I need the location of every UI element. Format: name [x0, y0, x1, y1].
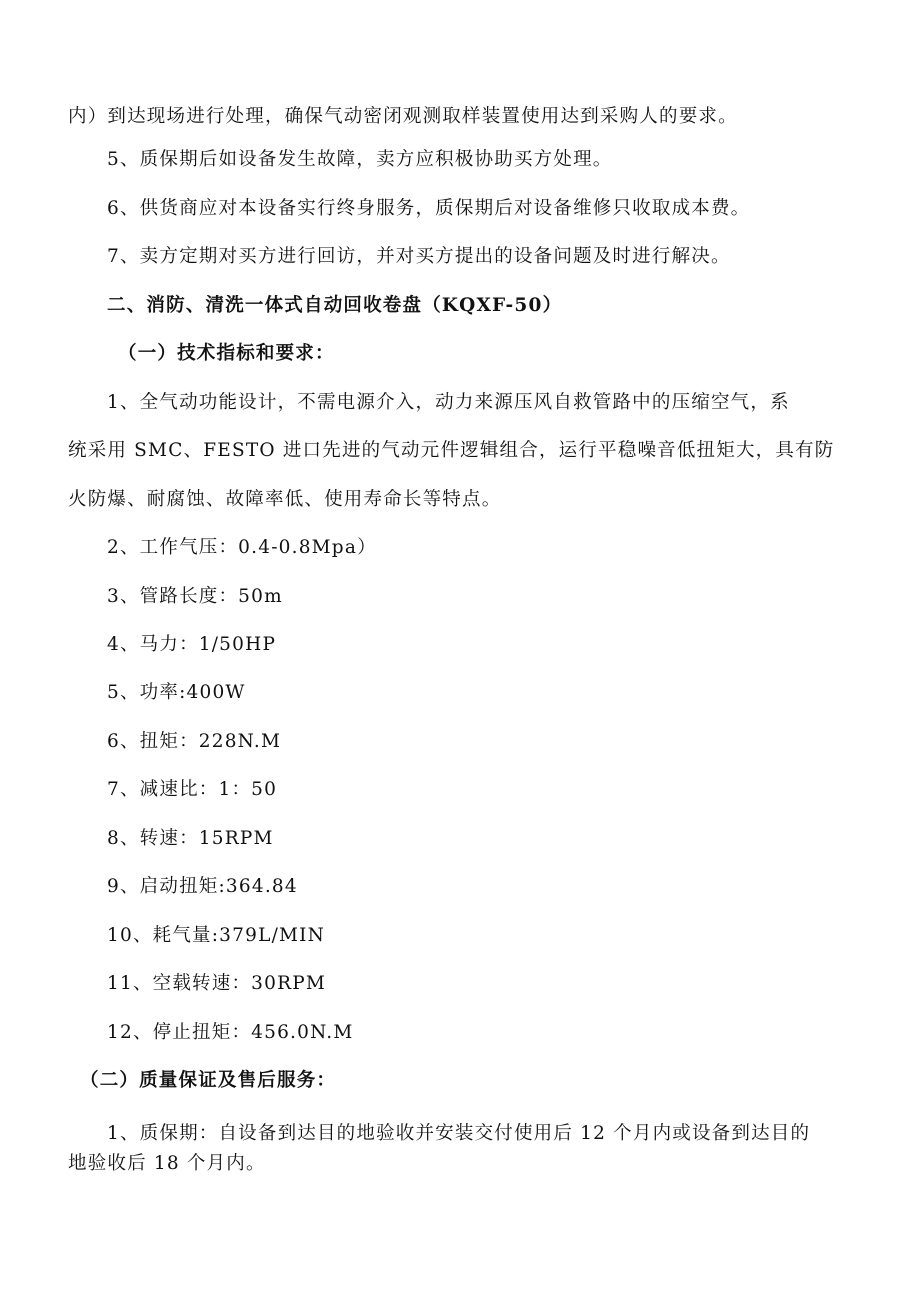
spec-item-1-cont: 统采用 SMC、FESTO 进口先进的气动元件逻辑组合，运行平稳噪音低扭矩大，具有防	[68, 440, 835, 461]
spec-item-6: 6、扭矩：228N.M	[107, 731, 282, 752]
warranty-item-1: 1、质保期：自设备到达目的地验收并安装交付使用后 12 个月内或设备到达目的	[107, 1123, 811, 1144]
spec-item-7: 7、减速比：1：50	[107, 779, 278, 800]
list-item-7: 7、卖方定期对买方进行回访，并对买方提出的设备问题及时进行解决。	[107, 246, 731, 267]
paragraph-line: 内）到达现场进行处理，确保气动密闭观测取样装置使用达到采购人的要求。	[68, 106, 738, 127]
spec-item-3: 3、管路长度：50m	[107, 586, 283, 607]
spec-item-11: 11、空载转速：30RPM	[107, 973, 327, 994]
warranty-item-1-cont: 地验收后 18 个月内。	[68, 1153, 266, 1174]
spec-item-12: 12、停止扭矩：456.0N.M	[107, 1022, 354, 1043]
subsection-heading: （一）技术指标和要求：	[118, 343, 335, 364]
list-item-6: 6、供货商应对本设备实行终身服务，质保期后对设备维修只收取成本费。	[107, 198, 751, 219]
spec-item-1: 1、全气动功能设计，不需电源介入，动力来源压风自救管路中的压缩空气，系	[107, 392, 790, 413]
subsection-heading: （二）质量保证及售后服务：	[80, 1070, 337, 1091]
spec-item-9: 9、启动扭矩:364.84	[107, 876, 298, 897]
spec-item-10: 10、耗气量:379L/MIN	[107, 925, 326, 946]
section-heading: 二、消防、清洗一体式自动回收卷盘（KQXF-50）	[107, 295, 563, 316]
spec-item-2: 2、工作气压：0.4-0.8Mpa）	[107, 537, 377, 558]
spec-item-5: 5、功率:400W	[107, 682, 246, 703]
list-item-5: 5、质保期后如设备发生故障，卖方应积极协助买方处理。	[107, 149, 613, 170]
spec-item-8: 8、转速：15RPM	[107, 828, 274, 849]
spec-item-1-cont: 火防爆、耐腐蚀、故障率低、使用寿命长等特点。	[68, 489, 502, 510]
spec-item-4: 4、马力：1/50HP	[107, 634, 277, 655]
